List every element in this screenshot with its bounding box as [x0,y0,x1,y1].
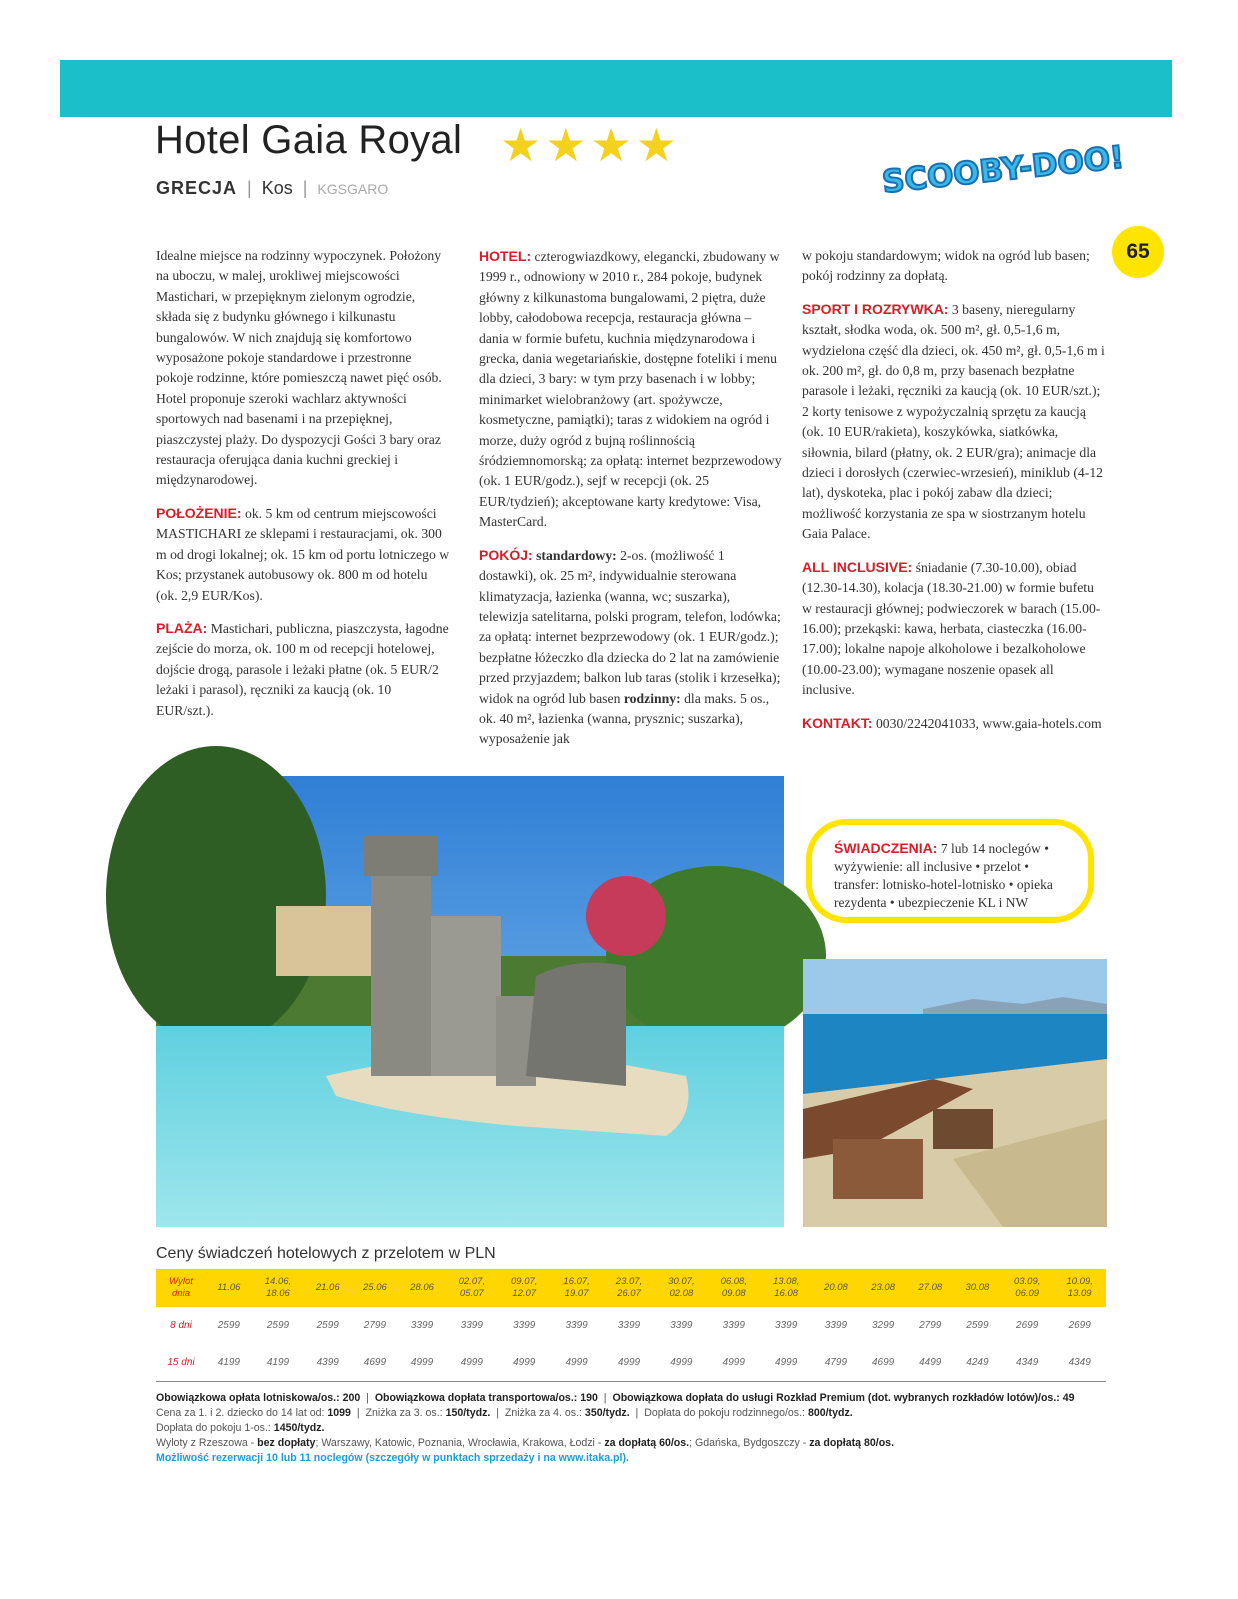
price-cell: 3399 [824,1320,848,1331]
header-band [60,60,1172,117]
intro-text: Idealne miejsce na rodzinny wypoczynek. Położony na uboczu, w malej, urokliwej miejscowości Mastichari, w przepięknym zielonym ogrodzie, składa się z budynku głównego i kilkunastu bungalowów. W nich znajdują się komfortowo wyposażone pokoje standardowe i przestronne pokoje rodzinne, które pomieszczą nawet pięć osób. Hotel proponuje szeroki wachlarz aktywności sportowych nad basenami i na przepięknej, piaszczystej plaży. Do dyspozycji Gości 3 bary oraz restauracja oferująca dania kuchni greckiej i międzynarodowej. [156,248,442,488]
column-2 [479,246,782,762]
location-text: ok. 5 km od centrum miejscowości MASTICHARI ze sklepami i restauracjami, ok. 300 m od drogi lokalnej; ok. 15 km od portu lotniczego w Kos; przystanek autobusowy ok. 800 m od hotelu (ok. 2,9 EUR/Kos). [156,505,450,603]
star-rating: ★★★★ [500,118,681,172]
sport-text: 3 baseny, nieregularny kształt, słodka woda, ok. 500 m², gł. 0,5-1,6 m, wydzielona część dla dzieci, ok. 450 m², gł. 0,5-1,6 m i ok. 200 m², gł. do 0,8 m, przy basenach bezpłatne parasole i leżaki, ręczniki za kaucją (ok. 10 EUR/szt.); 2 korty tenisowe z wypożyczalnią sprzętu za kaucją (ok. 10 EUR/rakieta), koszykówka, siatkówka, siłownia, bilard (płatny, ok. 2 EUR/gra); animacje dla dzieci i dorosłych (czerwiec-wrzesień), miniklub (4-12 lat), dyskoteka, plac i pokój zabaw dla dzieci; możliwość korzystania ze spa w siostrzanym hotelu Gaia Palace. [802,301,1105,542]
transport-fee: Obowiązkowa dopłata transportowa/os.: 190 [374,1392,598,1404]
all-inclusive-text: śniadanie (7.30-10.00), obiad (12.30-14.30), kolacja (18.30-21.00) w formie bufetu w restauracji głównej; podwieczorek w barach (15.00-16.00); przekąski: kawa, herbata, ciasteczka (16.00-17.00); lokalne napoje alkoholowe i bezalkoholowe (10.00-23.00); wymagane noszenie opasek all inclusive. [802,559,1101,698]
country: GRECJA [156,178,238,198]
beach-heading: PLAŻA: [156,619,208,636]
date-header: 27.08 [907,1269,954,1307]
beach-photo [803,959,1107,1227]
price-cell: 4249 [954,1344,1001,1382]
included-services-box [806,819,1094,923]
price-cell: 4999 [760,1344,812,1382]
hotel-text: czterogwiazdkowy, elegancki, zbudowany w 1999 r., odnowiony w 2010 r., 284 pokoje, budynek główny z kilkunastoma bungalowami, 2 piętra, duże lobby, całodobowa recepcja, restauracja główna – dania w formie bufetu, kuchnia międzynarodowa i grecka, dania wegetariańskie, dostępne foteliki i menu dla dzieci, 3 bary: w tym przy basenach i w lobby; minimarket wielobranżowy (art. spożywcze, kosmetyczne, pamiątki); taras z widokiem na ogród i morze, duży ogród z bujną roślinnością śródziemnomorską; za opłatą: internet bezprzewodowy (ok. 1 EUR/godz.), sejf w recepcji (ok. 25 EUR/tydzień); akceptowane karty kredytowe: Visa, MasterCard. [479,249,782,530]
date-header: 14.06, 18.06 [252,1269,304,1307]
included-text: 7 lub 14 noclegów • wyżywienie: all inclusive • przelot • transfer: lotnisko-hotel-lotnisko • opieka rezydenta • ubezpieczenie KL i NW [834,841,1053,910]
price-cell: 4999 [603,1344,655,1382]
price-cell: 3399 [775,1320,798,1331]
price-cell: 4999 [550,1344,602,1382]
price-cell: 4699 [860,1344,907,1382]
price-cell: 4199 [252,1344,304,1382]
price-cell: 2599 [966,1320,989,1331]
date-header: 16.07, 19.07 [550,1269,602,1307]
date-header: 20.08 [812,1269,859,1307]
price-table-title: Ceny świadczeń hotelowych z przelotem w PLN [156,1245,496,1262]
price-cell: 3399 [722,1320,745,1331]
price-cell: 4199 [206,1344,252,1382]
date-header: 10.09, 13.09 [1053,1269,1106,1307]
duration-label: 15 dni [156,1344,206,1382]
room-family-text: dla maks. 5 os., ok. 40 m², łazienka (wanna, prysznic; suszarka), wyposażenie jak [479,690,770,747]
price-cell: 4349 [1053,1344,1106,1382]
price-cell: 3299 [871,1320,895,1331]
date-header: 25.06 [351,1269,398,1307]
date-header: 30.07, 02.08 [655,1269,707,1307]
scooby-doo-logo [880,128,1126,203]
price-cell: 4349 [1001,1344,1053,1382]
price-cell: 4399 [304,1344,351,1382]
sport-heading: SPORT I ROZRYWKA: [802,300,949,317]
location-heading: POŁOŻENIE: [156,504,242,521]
room-continued-text: w pokoju standardowym; widok na ogród lub basen; pokój rodzinny za dopłatą. [802,248,1090,284]
date-header: 03.09, 06.09 [1001,1269,1053,1307]
price-notes: Obowiązkowa opłata lotniskowa/os.: 200 | Obowiązkowa dopłata transportowa/os.: 190 | Obowiązkowa dopłata do usługi Rozkład Premium (dot. wybranych rozkładów lotów)/os.: 49 Cena za 1. i 2. dziecko do 14 lat od: 1099 | Zniżka za 3. os.: 150/tydz. | Zniżka za 4. os.: 350/tydz. | Dopłata do pokoju rodzinnego/os.: 800/tydz. Dopłata do pokoju 1-os.: 1450/tydz. Wyloty z Rzeszowa - bez dopłaty; Warszawy, Katowic, Poznania, Wrocławia, Krakowa, Łodzi - za dopłatą 60/os.; Gdańska, Bydgoszczy - za dopłatą 80/os. Możliwość rezerwacji 10 lub 11 noclegów (szczegóły w punktach sprzedaży i na www.itaka.pl). [156,1391,1106,1466]
included-heading: ŚWIADCZENIA: [834,840,938,856]
price-cell: 2799 [363,1320,387,1331]
date-header: 11.06 [206,1269,252,1307]
price-cell: 2699 [1068,1320,1091,1331]
offer-code: KGSGARO [317,181,389,197]
date-header: 23.07, 26.07 [603,1269,655,1307]
room-standard-text: 2-os. (możliwość 1 dostawki), ok. 25 m², indywidualnie sterowana klimatyzacja, łazienka (wanna, wc; suszarka), telewizja satelitarna, polski program, telefon, lodówka; za opłatą: internet bezprzewodowy (ok. 1 EUR/godz.); bezpłatne łóżeczko dla dziecka do 2 lat na zamówienie przed przyjazdem; balkon lub taras (stolik i krzesełka); widok na ogród lub basen [479,547,781,706]
room-family-label: rodzinny: [623,690,681,706]
price-cell: 4999 [398,1344,445,1382]
price-cell: 3399 [410,1320,434,1331]
price-cell: 2699 [1016,1320,1039,1331]
price-cell: 2599 [316,1320,339,1331]
premium-fee: Obowiązkowa dopłata do usługi Rozkład Premium (dot. wybranych rozkładów lotów)/os.: 49 [612,1392,1075,1404]
date-header: 06.08, 09.08 [708,1269,760,1307]
table-row [156,1344,1106,1382]
price-cell: 3399 [513,1320,536,1331]
price-table [156,1269,1106,1382]
hotel-heading: HOTEL: [479,248,532,264]
room-standard-label: standardowy: [536,547,617,563]
price-cell: 4499 [907,1344,954,1382]
price-cell: 2799 [919,1320,942,1331]
price-cell: 3399 [670,1320,693,1331]
all-inclusive-heading: ALL INCLUSIVE: [802,558,913,575]
date-header: 09.07, 12.07 [498,1269,550,1307]
table-row [156,1307,1106,1344]
contact-text: 0030/2242041033, www.gaia-hotels.com [872,715,1102,731]
reservation-note: Możliwość rezerwacji 10 lub 11 noclegów (szczegóły w punktach sprzedaży i na www.itaka.pl). [156,1452,629,1464]
date-header: 02.07, 05.07 [446,1269,498,1307]
date-header: 23.08 [860,1269,907,1307]
logo-text: SCOOBY-DOO! [880,139,1126,201]
price-cell: 4999 [498,1344,550,1382]
column-1 [156,246,451,733]
location-line: GRECJA | Kos | KGSGARO [156,178,389,198]
date-header: 28.06 [398,1269,445,1307]
price-cell: 4999 [655,1344,707,1382]
airport-fee: Obowiązkowa opłata lotniskowa/os.: 200 [156,1392,361,1404]
price-cell: 4999 [446,1344,498,1382]
duration-label: 8 dni [170,1320,192,1331]
price-cell: 2599 [217,1320,240,1331]
page-title: Hotel Gaia Royal [155,118,463,162]
page-number: 65 [1112,226,1164,278]
price-cell: 4699 [351,1344,398,1382]
contact-heading: KONTAKT: [802,714,873,731]
price-cell: 3399 [565,1320,588,1331]
price-cell: 3399 [460,1320,483,1331]
date-header: 21.06 [304,1269,351,1307]
beach-text: Mastichari, publiczna, piaszczysta, łagodne zejście do morza, ok. 100 m od recepcji hotelowej, dojście drogą, parasole i leżaki płatne (ok. 5 EUR/2 leżaki i parasol), ręczniki za kaucją (ok. 10 EUR/szt.). [156,620,449,718]
price-cell: 4999 [708,1344,760,1382]
price-cell: 4799 [812,1344,859,1382]
pool-castle-photo [156,776,784,1227]
island: Kos [261,178,293,198]
date-header: 30.08 [954,1269,1001,1307]
date-header: 13.08, 16.08 [760,1269,812,1307]
room-heading: POKÓJ: [479,546,533,563]
price-cell: 2599 [266,1320,290,1331]
price-cell: 3399 [617,1320,641,1331]
departure-date-header: Wylot dnia [156,1269,206,1307]
column-3 [802,246,1107,746]
